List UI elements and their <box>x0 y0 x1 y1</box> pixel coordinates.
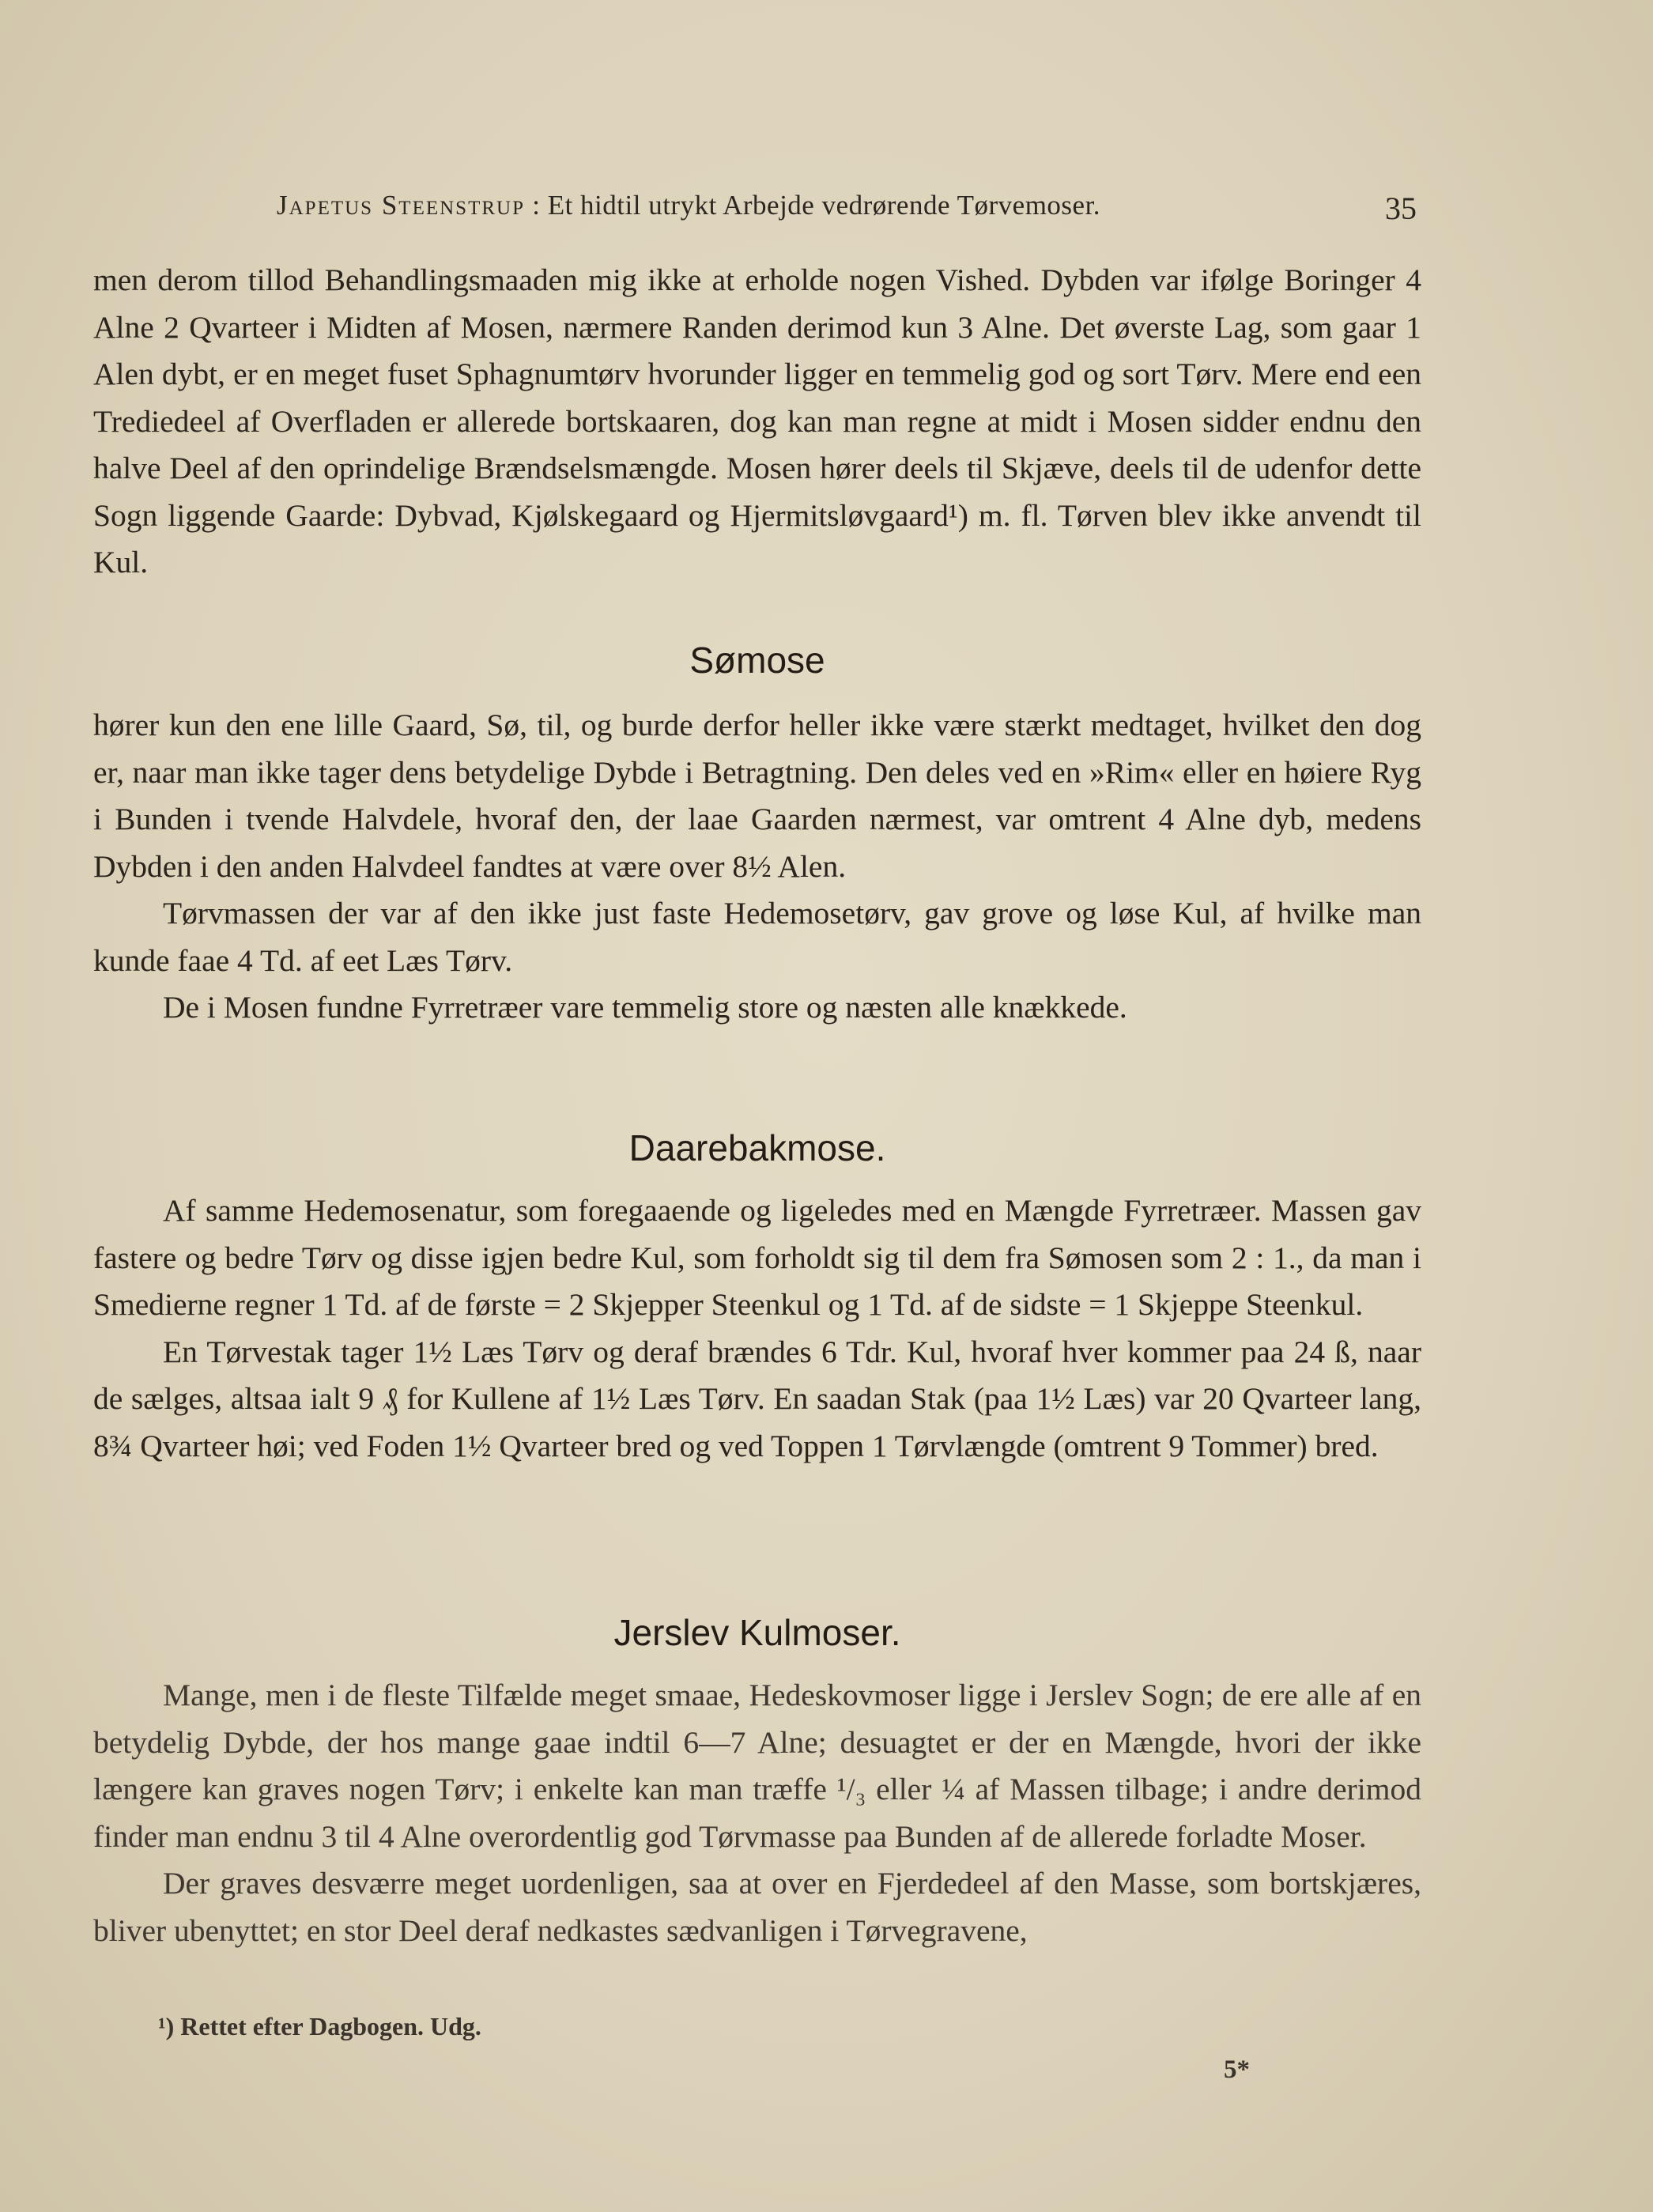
running-head-title: : Et hidtil utrykt Arbejde vedrørende Tørvemoser. <box>532 190 1101 221</box>
somose-paragraph-3: De i Mosen fundne Fyrretræer vare temmelig store og næsten alle knækkede. <box>163 990 1127 1025</box>
intro-paragraph: men derom tillod Behandlingsmaaden mig ikke at erholde nogen Vished. Dybden var ifølge Boringer 4 Alne 2 Qvarteer i Midten af Mosen, nærmere Randen derimod kun 3 Alne. Det øverste Lag, som gaar 1 Alen dybt, er en meget fuset Sphagnumtørv hvorunder ligger en temmelig god og sort Tørv. Mere end een Trediedeel af Overfladen er allerede bortskaaren, dog kan man regne at midt i Mosen sidder endnu den halve Deel af den oprindelige Brændselsmængde. Mosen hører deels til Skjæve, deels til de udenfor dette Sogn liggende Gaarde: Dybvad, Kjølskegaard og Hjermitsløvgaard¹) m. fl. Tørven blev ikke anvendt til Kul. <box>93 262 1421 579</box>
daarebak-paragraph-1: Af samme Hedemosenatur, som foregaaende og ligeledes med en Mængde Fyrretræer. Massen gav fastere og bedre Tørv og disse igjen bedre Kul, som forholdt sig til dem fra Sømosen som 2 : 1., da man i Smedierne regner 1 Td. af de første = 2 Skjepper Steenkul og 1 Td. af de sidste = 1 Skjeppe Steenkul. <box>93 1193 1421 1322</box>
jerslev-block <box>93 1672 1421 1954</box>
somose-block <box>93 702 1421 1032</box>
jerslev-paragraph-1: Mange, men i de fleste Tilfælde meget smaae, Hedeskovmoser ligge i Jerslev Sogn; de ere alle af en betydelig Dybde, der hos mange gaae indtil 6—7 Alne; desuagtet er der en Mængde, hvori der ikke længere kan graves nogen Tørv; i enkelte kan man træffe ¹/₃ eller ¼ af Massen tilbage; i andre derimod finder man endnu 3 til 4 Alne overordentlig god Tørvmasse paa Bunden af de allerede forladte Moser. <box>93 1678 1421 1854</box>
daarebak-block <box>93 1187 1421 1470</box>
heading-somose: Sømose <box>689 640 825 681</box>
somose-paragraph-2: Tørvmassen der var af den ikke just faste Hedemosetørv, gav grove og løse Kul, af hvilke man kunde faae 4 Td. af eet Læs Tørv. <box>93 896 1421 978</box>
signature-mark: 5* <box>1224 2055 1250 2084</box>
daarebak-paragraph-2: En Tørvestak tager 1½ Læs Tørv og deraf brændes 6 Tdr. Kul, hvoraf hver kommer paa 24 ß, naar de sælges, altsaa ialt 9 ₰ for Kullene af 1½ Læs Tørv. En saadan Stak (paa 1½ Læs) var 20 Qvarteer lang, 8¾ Qvarteer høi; ved Foden 1½ Qvarteer bred og ved Toppen 1 Tørvlængde (omtrent 9 Tommer) bred. <box>93 1334 1421 1463</box>
page-number: 35 <box>1385 191 1417 226</box>
intro-block <box>93 257 1421 587</box>
heading-daarebakmose: Daarebakmose. <box>628 1127 886 1168</box>
somose-paragraph-1: hører kun den ene lille Gaard, Sø, til, og burde derfor heller ikke være stærkt medtaget, hvilket den dog er, naar man ikke tager dens betydelige Dybde i Betragtning. Den deles ved en »Rim« eller en høiere Ryg i Bunden i tvende Halvdele, hvoraf den, der laae Gaarden nærmest, var omtrent 4 Alne dyb, medens Dybden i den anden Halvdeel fandtes at være over 8½ Alen. <box>93 708 1421 884</box>
running-head-author: Japetus Steenstrup <box>277 190 525 221</box>
jerslev-paragraph-2: Der graves desværre meget uordenligen, saa at over en Fjerdedeel af den Masse, som bortskjæres, bliver ubenyttet; en stor Deel deraf nedkastes sædvanligen i Tørvegravene, <box>93 1866 1421 1948</box>
running-head <box>277 190 1249 221</box>
footnote: ¹) Rettet efter Dagbogen. Udg. <box>158 2012 481 2040</box>
heading-jerslev-kulmoser: Jerslev Kulmoser. <box>613 1612 901 1653</box>
